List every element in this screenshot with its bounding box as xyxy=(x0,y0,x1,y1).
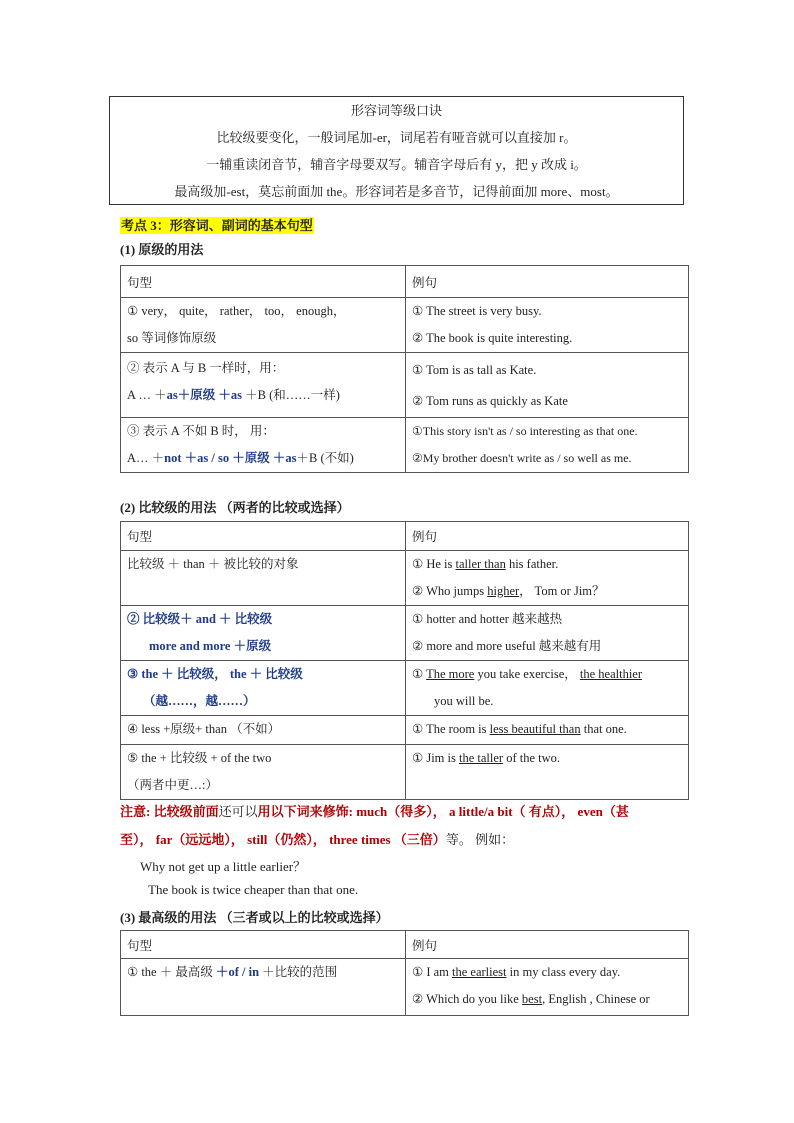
example-cell xyxy=(406,353,689,418)
text: , English , Chinese or xyxy=(542,992,650,1006)
example-cell xyxy=(406,959,689,1016)
example-line: ② Tom runs as quickly as Kate xyxy=(412,394,568,408)
table-comparative-degree xyxy=(120,521,689,800)
example-line xyxy=(412,661,682,688)
text-as: ＋as xyxy=(269,451,297,465)
table-row xyxy=(121,418,689,473)
pattern-cell xyxy=(121,353,406,418)
text-a: A… ＋ xyxy=(127,451,165,465)
table-superlative-degree xyxy=(120,930,689,1016)
example-line xyxy=(412,959,682,986)
table-row xyxy=(121,298,689,353)
pattern-line: ④ less +原级+ than （不如） xyxy=(127,722,281,736)
example-line: ② The book is quite interesting. xyxy=(412,331,573,345)
pattern-line: （两者中更…:） xyxy=(127,778,218,792)
table-header-row xyxy=(121,266,689,298)
header-example: 例句 xyxy=(406,266,689,298)
pattern-cell xyxy=(121,418,406,473)
pattern-line xyxy=(127,445,399,472)
text: his father. xyxy=(505,557,559,571)
example-line xyxy=(412,986,682,1013)
example-line: ① The street is very busy. xyxy=(412,304,542,318)
pattern-cell xyxy=(121,716,406,745)
text-a: A … ＋ xyxy=(127,388,167,402)
text-as: ＋as xyxy=(215,388,242,402)
table-row xyxy=(121,745,689,800)
rhyme-line-3: 最高级加-est，莫忘前面加 the。形容词若是多音节，记得前面加 more、most。 xyxy=(174,184,619,199)
text: ， Tom or Jim？ xyxy=(519,584,605,598)
example-cell xyxy=(406,745,689,800)
underlined-text: higher xyxy=(487,584,520,598)
example-line: ①This story isn't as / so interesting as that one. xyxy=(412,424,638,438)
text-as-so: ＋as / so xyxy=(181,451,230,465)
pattern-line: ③ 表示 A 不如 B 时， 用： xyxy=(127,424,275,438)
example-cell xyxy=(406,661,689,716)
text: that one. xyxy=(580,722,627,736)
section-2-title: (2) 比较级的用法 （两者的比较或选择） xyxy=(120,500,350,515)
text: in my class every day. xyxy=(506,965,621,979)
header-pattern: 句型 xyxy=(121,522,406,551)
example-cell xyxy=(406,298,689,353)
underlined-text: the healthier xyxy=(579,667,642,681)
example-line xyxy=(412,716,682,743)
underlined-text: The more xyxy=(426,667,475,681)
example-line: ① Tom is as tall as Kate. xyxy=(412,363,537,377)
header-example: 例句 xyxy=(406,522,689,551)
table-row xyxy=(121,551,689,606)
underlined-text: the earliest xyxy=(452,965,507,979)
note-text: 用以下词来修饰: much（得多）， a little/a bit（ 有点）， even（甚 xyxy=(257,804,629,819)
pattern-line: （越……，越……） xyxy=(143,694,256,708)
example-line: you will be. xyxy=(434,694,494,708)
underlined-text: best xyxy=(521,992,543,1006)
header-example: 例句 xyxy=(406,931,689,959)
pattern-line: so 等词修饰原级 xyxy=(127,331,217,345)
example-line xyxy=(412,578,682,605)
table-header-row xyxy=(121,522,689,551)
note-text: : 比较级前面 xyxy=(146,804,219,819)
point-heading xyxy=(120,215,314,235)
text: ＋比较的范围 xyxy=(259,965,338,979)
text: ② Which do you like xyxy=(412,992,522,1006)
example-line xyxy=(412,551,682,578)
pattern-line xyxy=(127,959,399,986)
pattern-cell xyxy=(121,661,406,716)
rhyme-line-1: 比较级要变化，一般词尾加-er，词尾若有哑音就可以直接加 r。 xyxy=(216,130,577,145)
pattern-line: ② 比较级＋ and ＋ 比较级 xyxy=(127,612,273,626)
note-label: 注意 xyxy=(120,804,147,819)
underlined-text: taller than xyxy=(455,557,506,571)
text: ① Jim is xyxy=(412,751,459,765)
text: ② Who jumps xyxy=(412,584,488,598)
pattern-line: ① very， quite， rather， too， enough， xyxy=(127,304,346,318)
pattern-line: more and more ＋原级 xyxy=(149,639,272,653)
note-text: 等。 例如： xyxy=(445,832,515,847)
pattern-cell xyxy=(121,551,406,606)
pattern-line: 比较级 ＋ than ＋ 被比较的对象 xyxy=(127,557,299,571)
header-pattern: 句型 xyxy=(121,266,406,298)
table-row xyxy=(121,353,689,418)
example-cell xyxy=(406,716,689,745)
example-line: ① hotter and hotter 越来越热 xyxy=(412,612,563,626)
example-line xyxy=(412,745,682,772)
section-1-title: (1) 原级的用法 xyxy=(120,242,204,257)
text-positive: ＋原级 xyxy=(177,388,216,402)
table-header-row xyxy=(121,931,689,959)
pattern-line xyxy=(127,382,399,409)
underlined-text: the taller xyxy=(458,751,504,765)
example-line: ②My brother doesn't write as / so well as me. xyxy=(412,451,632,465)
table-row xyxy=(121,959,689,1016)
text-not: not xyxy=(164,451,182,465)
example-cell xyxy=(406,418,689,473)
pattern-line: ⑤ the + 比较级 + of the two xyxy=(127,751,272,765)
section-3-title: (3) 最高级的用法 （三者或以上的比较或选择） xyxy=(120,910,389,925)
example-cell xyxy=(406,606,689,661)
pattern-line: ② 表示 A 与 B 一样时，用： xyxy=(127,361,285,375)
table-row xyxy=(121,716,689,745)
text: ① The room is xyxy=(412,722,490,736)
text: ① the ＋ 最高级 xyxy=(127,965,216,979)
rhyme-box xyxy=(109,96,684,205)
pattern-line: ③ the ＋ 比较级， the ＋ 比较级 xyxy=(127,667,303,681)
pattern-cell xyxy=(121,298,406,353)
text-b: ＋B (不如) xyxy=(296,451,354,465)
table-row xyxy=(121,661,689,716)
text-of-in: ＋of / in xyxy=(215,965,260,979)
example-cell xyxy=(406,551,689,606)
note-example-2: The book is twice cheaper than that one. xyxy=(148,882,359,897)
example-line: ② more and more useful 越来越有用 xyxy=(412,639,602,653)
rhyme-line-2: 一辅重读闭音节，辅音字母要双写。辅音字母后有 y，把 y 改成 i。 xyxy=(206,157,587,172)
note-text: 至）， far（远远地）， still（仍然）， three times （三倍） xyxy=(120,832,446,847)
rhyme-title: 形容词等级口诀 xyxy=(350,103,442,118)
header-pattern: 句型 xyxy=(121,931,406,959)
point-label: 考点 3：形容词、副词的基本句型 xyxy=(121,218,313,233)
text: ① I am xyxy=(412,965,453,979)
text-positive: ＋原级 xyxy=(229,451,270,465)
pattern-cell xyxy=(121,959,406,1016)
text-as: as xyxy=(166,388,178,402)
text: you take exercise， xyxy=(474,667,580,681)
note-paragraph xyxy=(120,798,690,854)
pattern-cell xyxy=(121,745,406,800)
text: ① xyxy=(412,667,427,681)
text: ① He is xyxy=(412,557,456,571)
table-row xyxy=(121,606,689,661)
table-positive-degree xyxy=(120,265,689,473)
text-b: ＋B (和……一样) xyxy=(241,388,340,402)
note-example-1: Why not get up a little earlier？ xyxy=(140,859,307,874)
underlined-text: less beautiful than xyxy=(489,722,581,736)
text: of the two. xyxy=(503,751,560,765)
note-text: 还可以 xyxy=(218,804,258,819)
pattern-cell xyxy=(121,606,406,661)
